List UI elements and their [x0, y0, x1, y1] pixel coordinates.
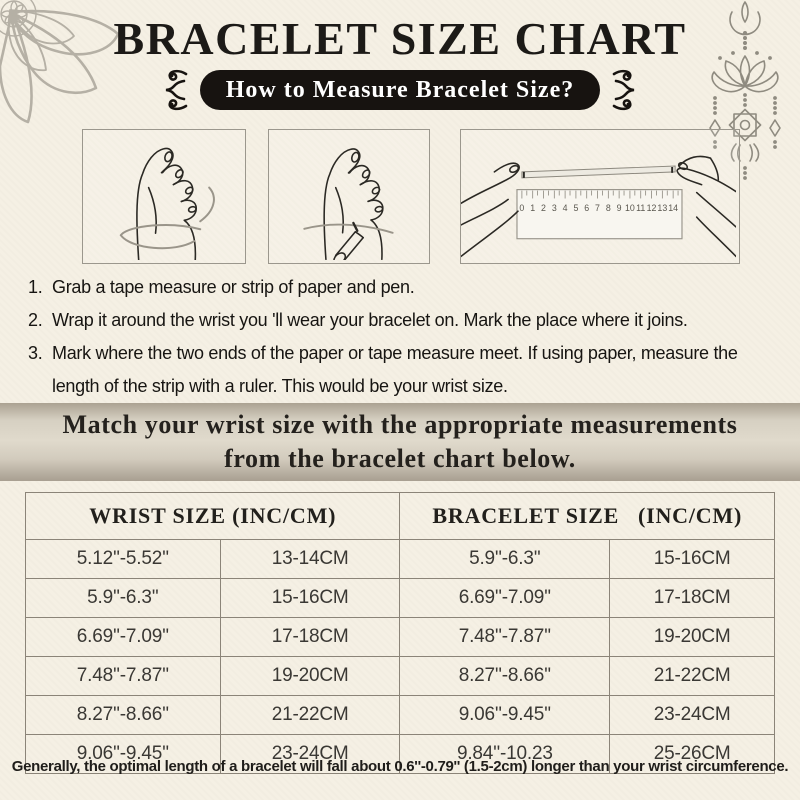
- wrist-size-header: WRIST SIZE (INC/CM): [26, 493, 400, 540]
- illustration-ruler-measure: [460, 129, 740, 264]
- svg-text:5: 5: [573, 203, 579, 214]
- table-cell: 6.69''-7.09'': [26, 618, 221, 657]
- svg-text:2: 2: [541, 203, 546, 214]
- flourish-left-icon: [158, 67, 190, 113]
- table-row: [26, 696, 775, 735]
- table-cell: 9.06''-9.45'': [400, 696, 610, 735]
- svg-text:14: 14: [668, 203, 679, 214]
- ruler-numbers: [519, 203, 678, 213]
- svg-text:11: 11: [636, 203, 646, 214]
- flourish-right-icon: [610, 67, 642, 113]
- table-cell: 15-16CM: [610, 540, 775, 579]
- subtitle-pill: How to Measure Bracelet Size?: [200, 70, 600, 110]
- table-cell: 6.69''-7.09'': [400, 579, 610, 618]
- table-cell: 19-20CM: [220, 657, 400, 696]
- table-header-row: [26, 493, 775, 540]
- step-3-number: 3.: [28, 343, 43, 363]
- table-cell: 25-26CM: [610, 735, 775, 774]
- table-row: [26, 618, 775, 657]
- step-1-number: 1.: [28, 277, 43, 297]
- svg-text:1: 1: [530, 203, 536, 214]
- table-cell: 9.06''-9.45'': [26, 735, 221, 774]
- table-cell: 8.27''-8.66'': [26, 696, 221, 735]
- svg-text:9: 9: [616, 203, 622, 214]
- step-3: [28, 337, 776, 403]
- illustration-mark-wrist: [268, 129, 430, 264]
- table-cell: 15-16CM: [220, 579, 400, 618]
- svg-text:8: 8: [605, 203, 611, 214]
- measure-steps-list: [28, 271, 776, 403]
- table-cell: 21-22CM: [220, 696, 400, 735]
- match-size-banner: [0, 403, 800, 481]
- svg-text:7: 7: [595, 203, 600, 214]
- step-2-number: 2.: [28, 310, 43, 330]
- banner-line-1: Match your wrist size with the appropriate measurements: [62, 410, 738, 439]
- svg-text:10: 10: [625, 203, 635, 214]
- page-title: BRACELET SIZE CHART: [113, 13, 687, 64]
- step-1: [28, 271, 776, 304]
- table-cell: 13-14CM: [220, 540, 400, 579]
- table-cell: 7.48''-7.87'': [400, 618, 610, 657]
- table-row: [26, 579, 775, 618]
- size-chart-table: [25, 492, 775, 774]
- step-2: [28, 304, 776, 337]
- step-1-text: Grab a tape measure or strip of paper and pen.: [52, 277, 415, 297]
- subtitle-row: [0, 68, 800, 112]
- footer-note: Generally, the optimal length of a bracelet will fall about 0.6''-0.79'' (1.5-2cm) longer than your wrist circumference.: [11, 758, 789, 775]
- svg-text:3: 3: [551, 203, 557, 214]
- svg-text:13: 13: [657, 203, 668, 214]
- banner-line-2: from the bracelet chart below.: [224, 444, 576, 473]
- table-cell: 17-18CM: [610, 579, 775, 618]
- table-cell: 21-22CM: [610, 657, 775, 696]
- svg-text:0: 0: [519, 203, 525, 214]
- table-cell: 17-18CM: [220, 618, 400, 657]
- bracelet-size-header: BRACELET SIZE (INC/CM): [400, 493, 775, 540]
- svg-text:12: 12: [646, 203, 657, 214]
- table-cell: 9.84''-10.23: [400, 735, 610, 774]
- table-cell: 7.48''-7.87'': [26, 657, 221, 696]
- illustration-wrap-wrist: [82, 129, 246, 264]
- svg-text:4: 4: [562, 203, 568, 214]
- table-cell: 23-24CM: [610, 696, 775, 735]
- step-3-text: Mark where the two ends of the paper or tape measure meet. If using paper, measure the length of the strip with a ruler. This would be your wrist size.: [52, 343, 738, 396]
- table-body: [26, 540, 775, 774]
- table-row: [26, 657, 775, 696]
- svg-text:6: 6: [584, 203, 590, 214]
- table-cell: 8.27''-8.66'': [400, 657, 610, 696]
- table-cell: 5.9''-6.3'': [26, 579, 221, 618]
- table-cell: 5.12''-5.52'': [26, 540, 221, 579]
- step-2-text: Wrap it around the wrist you 'll wear your bracelet on. Mark the place where it joins.: [52, 310, 688, 330]
- table-cell: 23-24CM: [220, 735, 400, 774]
- table-cell: 5.9''-6.3'': [400, 540, 610, 579]
- table-cell: 19-20CM: [610, 618, 775, 657]
- table-row: [26, 540, 775, 579]
